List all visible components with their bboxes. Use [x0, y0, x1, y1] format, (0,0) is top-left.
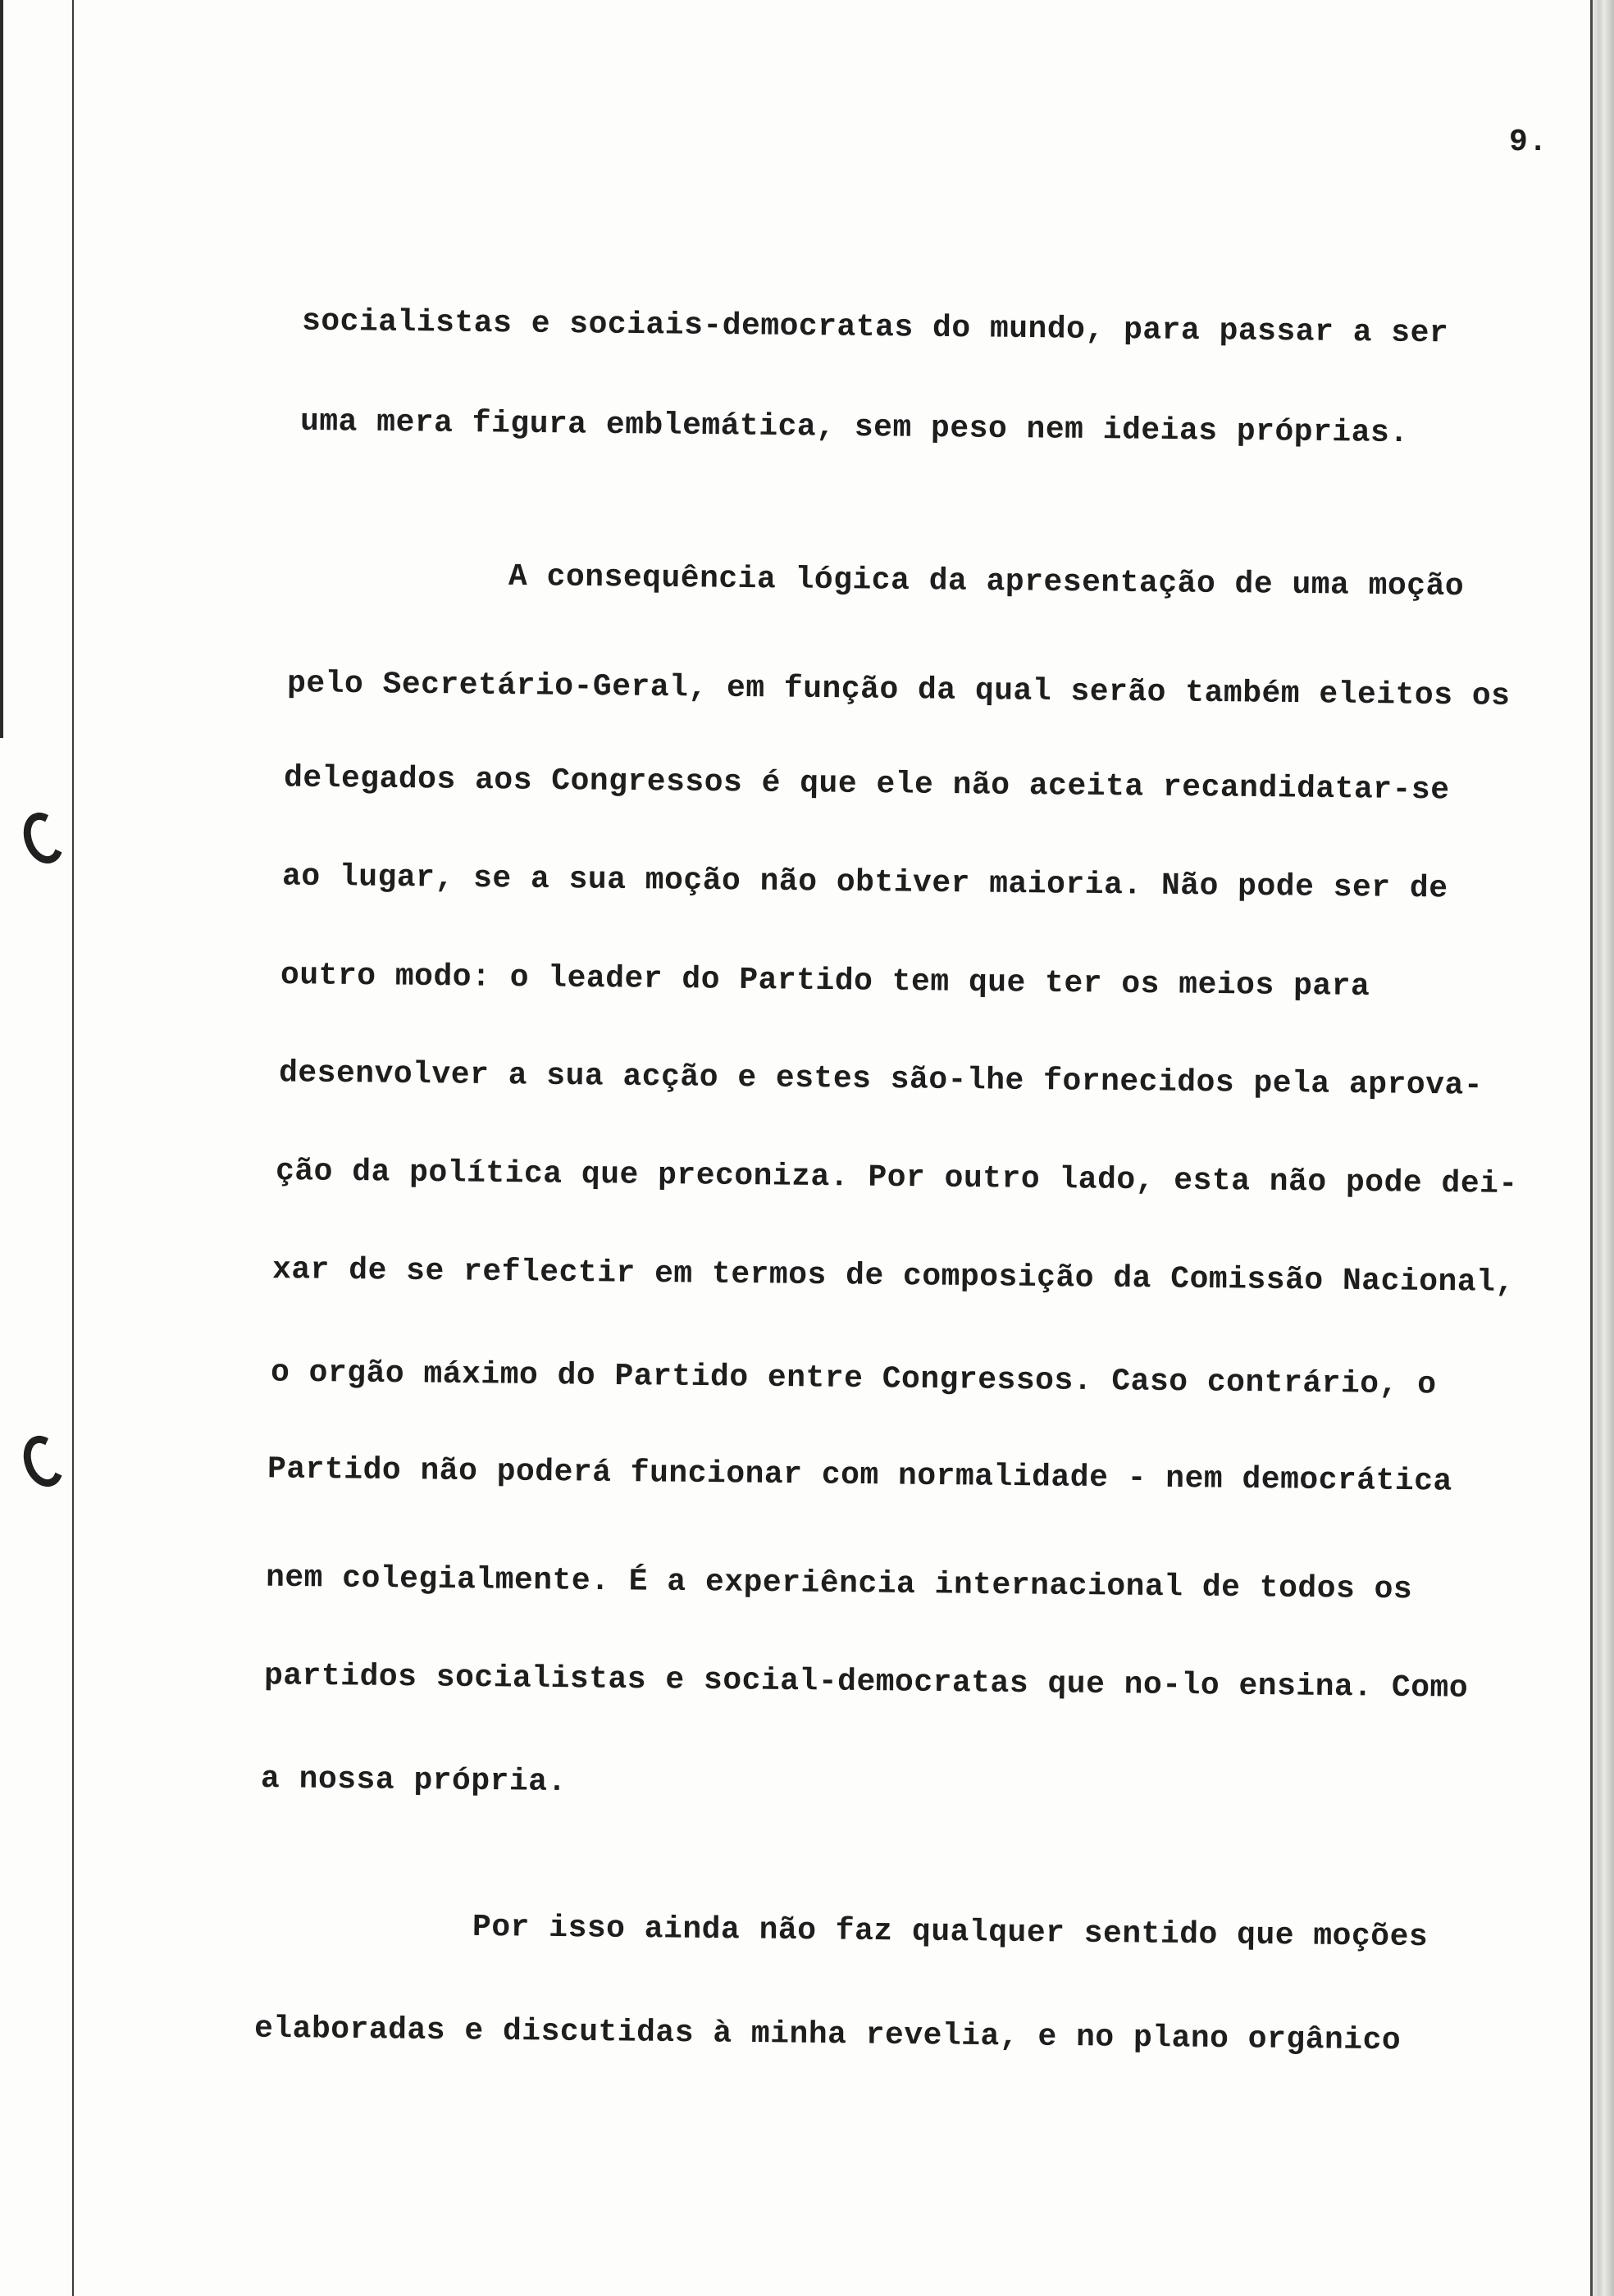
- text-line: Partido não poderá funcionar com normalidade - nem democrática: [267, 1451, 1453, 1500]
- page-edge-line: [1590, 0, 1593, 2296]
- text-line: nem colegialmente. É a experiência internacional de todos os: [265, 1560, 1413, 1608]
- text-line: o orgão máximo do Partido entre Congressos. Caso contrário, o: [270, 1355, 1437, 1403]
- binding-edge: [0, 0, 3, 738]
- binding-rule-line: [72, 0, 74, 2296]
- punch-hole-icon: [16, 807, 70, 869]
- text-line: socialistas e sociais-democratas do mundo, para passar a ser: [301, 303, 1449, 352]
- text-line: ao lugar, se a sua moção não obtiver maioria. Não pode ser de: [281, 859, 1448, 907]
- page-edge-shadow: [1589, 0, 1614, 2296]
- text-line: desenvolver a sua acção e estes são-lhe fornecidos pela aprova-: [278, 1055, 1484, 1104]
- text-line: delegados aos Congressos é que ele não aceita recandidatar-se: [283, 760, 1450, 809]
- page-number: 9.: [1509, 125, 1548, 160]
- text-line: pelo Secretário-Geral, em função da qual serão também eleitos os: [286, 666, 1511, 714]
- punch-hole-icon: [16, 1430, 70, 1492]
- text-line: elaboradas e discutidas à minha revelia, e no plano orgânico: [253, 2011, 1402, 2059]
- text-line: xar de se reflectir em termos de composição da Comissão Nacional,: [271, 1252, 1515, 1301]
- text-line: ção da política que preconiza. Por outro lado, esta não pode dei-: [275, 1154, 1518, 1202]
- paragraph-first-line: Por isso ainda não faz qualquer sentido que moções: [472, 1909, 1429, 1956]
- paragraph-first-line: A consequência lógica da apresentação de uma moção: [508, 558, 1465, 605]
- text-line: uma mera figura emblemática, sem peso nem ideias próprias.: [299, 403, 1409, 452]
- text-line: a nossa própria.: [260, 1761, 568, 1800]
- text-line: outro modo: o leader do Partido tem que ter os meios para: [280, 958, 1370, 1004]
- text-line: partidos socialistas e social-democratas que no-lo ensina. Como: [263, 1658, 1469, 1706]
